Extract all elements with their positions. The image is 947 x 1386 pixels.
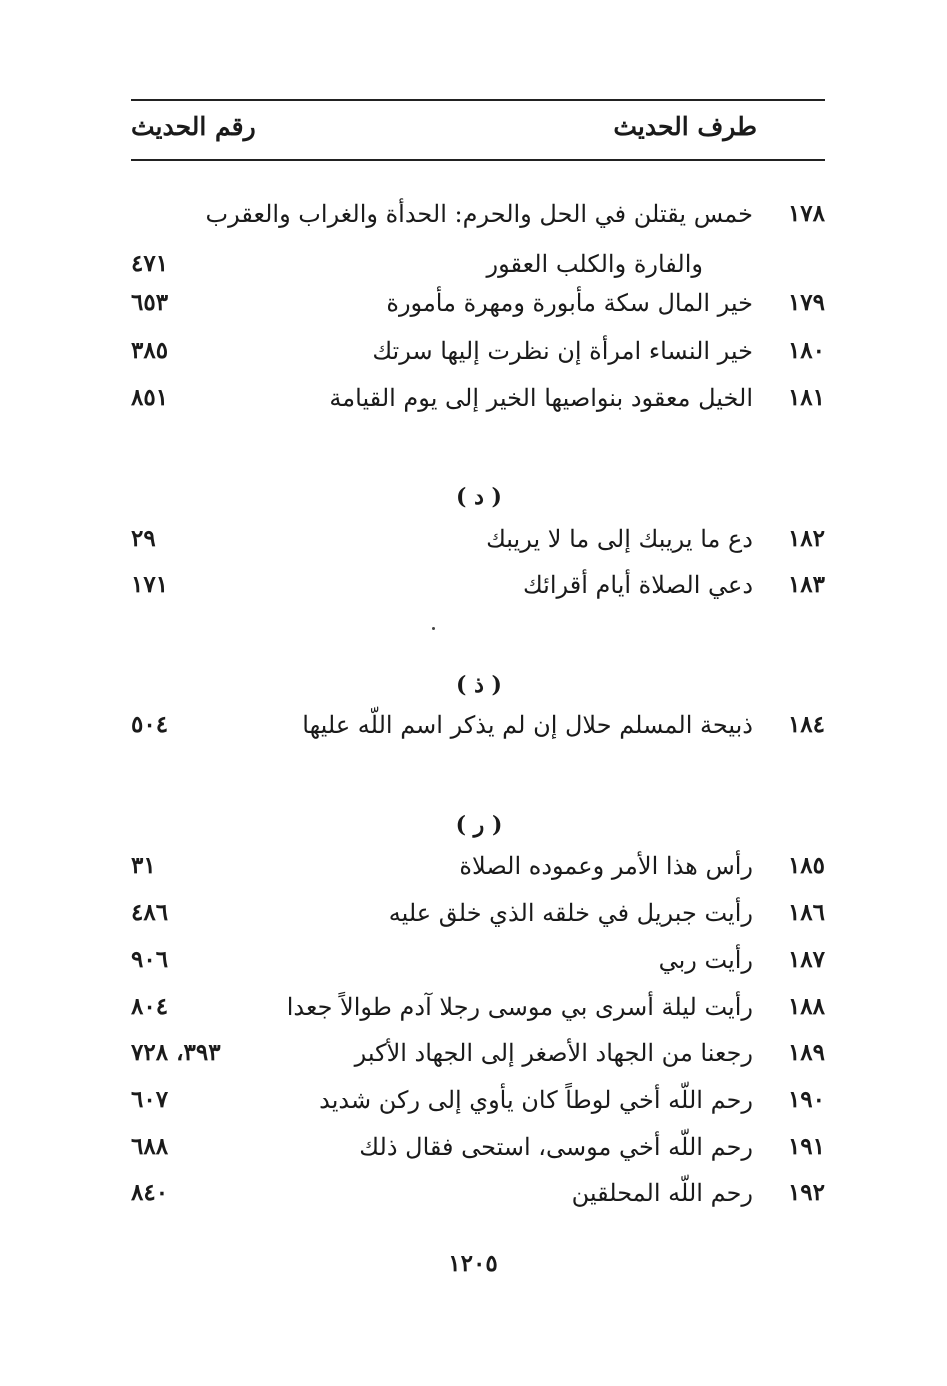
speck xyxy=(432,627,435,630)
entry-number: ١٩٢ xyxy=(787,1179,825,1206)
entry-number: ١٨٨ xyxy=(787,993,825,1020)
list-item xyxy=(131,1133,825,1173)
entry-number: ١٨٤ xyxy=(787,711,825,738)
entry-reference: ٤٧١ xyxy=(131,250,169,277)
list-item xyxy=(131,337,825,377)
list-item xyxy=(131,1039,825,1079)
entry-text: رحم اللّه أخي لوطاً كان يأوي إلى ركن شديد xyxy=(319,1086,753,1114)
section-heading-ra: ( ر ) xyxy=(455,812,503,838)
entry-text: رحم اللّه المحلقين xyxy=(571,1179,753,1207)
entry-text: دعي الصلاة أيام أقرائك xyxy=(522,571,753,599)
header-bottom-rule xyxy=(131,159,825,161)
entry-text: رحم اللّه أخي موسى، استحى فقال ذلك xyxy=(359,1133,753,1161)
list-item xyxy=(131,525,825,565)
list-item xyxy=(131,200,825,240)
list-item xyxy=(131,1179,825,1219)
entry-reference: ١٧١ xyxy=(131,571,169,598)
entry-number: ١٨٥ xyxy=(787,852,825,879)
entry-reference: ٤٨٦ xyxy=(131,899,169,926)
entry-text: رجعنا من الجهاد الأصغر إلى الجهاد الأكبر xyxy=(354,1039,753,1067)
entry-text: خير النساء امرأة إن نظرت إليها سرتك xyxy=(372,337,753,365)
entry-reference: ٣١ xyxy=(131,852,156,879)
entry-number: ١٨٩ xyxy=(787,1039,825,1066)
entry-number: ١٧٩ xyxy=(787,289,825,316)
entry-reference: ٩٠٦ xyxy=(131,946,169,973)
entry-reference: ٦٥٣ xyxy=(131,289,169,316)
list-item xyxy=(131,289,825,329)
entry-number: ١٩١ xyxy=(787,1133,825,1160)
entry-number: ١٨٧ xyxy=(787,946,825,973)
entry-text: خمس يقتلن في الحل والحرم: الحدأة والغراب والعقرب xyxy=(205,200,753,228)
entry-reference: ٨٠٤ xyxy=(131,993,169,1020)
entry-reference: ٨٥١ xyxy=(131,384,169,411)
list-item xyxy=(131,571,825,611)
entry-reference: ٦٠٧ xyxy=(131,1086,169,1113)
entry-number: ١٨١ xyxy=(787,384,825,411)
header-top-rule xyxy=(131,99,825,101)
entry-reference: ٦٨٨ xyxy=(131,1133,169,1160)
list-item-continuation xyxy=(131,250,825,290)
list-item xyxy=(131,1086,825,1126)
list-item xyxy=(131,711,825,751)
entry-number: ١٧٨ xyxy=(787,200,825,227)
entry-text: الخيل معقود بنواصيها الخير إلى يوم القيامة xyxy=(329,384,753,412)
list-item xyxy=(131,852,825,892)
entry-number: ١٩٠ xyxy=(787,1086,825,1113)
entry-text: رأيت ليلة أسرى بي موسى رجلا آدم طوالاً جعدا xyxy=(286,993,753,1021)
entry-text: دع ما يريبك إلى ما لا يريبك xyxy=(486,525,753,553)
column-header-hadith-number: رقم الحديث xyxy=(131,112,256,141)
entry-number: ١٨٦ xyxy=(787,899,825,926)
list-item xyxy=(131,384,825,424)
entry-text-continuation: والفارة والكلب العقور xyxy=(486,250,703,278)
list-item xyxy=(131,993,825,1033)
column-header-hadith-text: طرف الحديث xyxy=(613,112,757,141)
entry-number: ١٨٠ xyxy=(787,337,825,364)
entry-number: ١٨٣ xyxy=(787,571,825,598)
entry-text: خير المال سكة مأبورة ومهرة مأمورة xyxy=(386,289,753,317)
entry-reference: ٣٩٣، ٧٢٨ xyxy=(131,1039,221,1066)
section-heading-dal: ( د ) xyxy=(456,484,502,510)
entry-text: ذبيحة المسلم حلال إن لم يذكر اسم اللّه عليها xyxy=(302,711,753,739)
entry-reference: ٢٩ xyxy=(131,525,156,552)
entry-reference: ٥٠٤ xyxy=(131,711,169,738)
entry-reference: ٨٤٠ xyxy=(131,1179,169,1206)
entry-reference: ٣٨٥ xyxy=(131,337,169,364)
list-item xyxy=(131,899,825,939)
entry-number: ١٨٢ xyxy=(787,525,825,552)
entry-text: رأيت جبريل في خلقه الذي خلق عليه xyxy=(388,899,753,927)
entry-text: رأيت ربي xyxy=(658,946,753,974)
section-heading-dhal: ( ذ ) xyxy=(456,672,502,698)
page-number: ١٢٠٥ xyxy=(448,1250,498,1277)
list-item xyxy=(131,946,825,986)
entry-text: رأس هذا الأمر وعموده الصلاة xyxy=(459,852,753,880)
